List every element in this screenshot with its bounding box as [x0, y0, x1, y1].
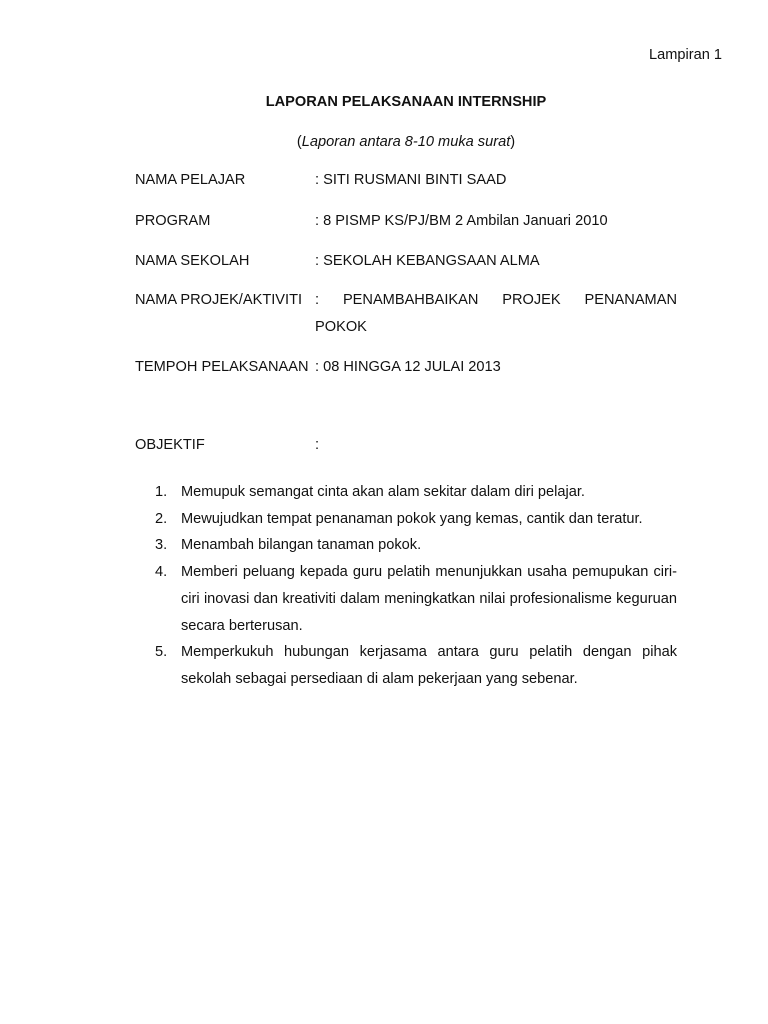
list-item-number: 3.	[155, 537, 168, 554]
list-item-text: Mewujudkan tempat penanaman pokok yang kemas, cantik dan teratur.	[181, 510, 643, 527]
report-subtitle	[0, 134, 768, 150]
field-value-nama-projek-line1: : PENAMBAHBAIKAN PROJEK PENANAMAN	[315, 292, 677, 308]
list-item-text: Memberi peluang kepada guru pelatih menunjukkan usaha pemupukan ciri-ciri inovasi dan kreativiti dalam meningkatkan nilai profesionalisme keguruan secara berterusan.	[181, 564, 677, 634]
subtitle-text: Laporan antara 8-10 muka surat	[301, 134, 511, 150]
list-item	[155, 532, 677, 559]
field-label-tempoh: TEMPOH PELAKSANAAN	[135, 359, 309, 375]
field-value-tempoh: : 08 HINGGA 12 JULAI 2013	[315, 359, 501, 375]
field-label-nama-projek: NAMA PROJEK/AKTIVITI	[135, 292, 303, 308]
field-label-nama-sekolah: NAMA SEKOLAH	[135, 253, 250, 269]
field-value-objektif: :	[315, 437, 320, 453]
field-value-nama-projek-line2: POKOK	[315, 319, 367, 335]
list-item-text: Memupuk semangat cinta akan alam sekitar dalam diri pelajar.	[181, 484, 585, 500]
subtitle-open-paren: (	[296, 134, 302, 150]
list-item	[155, 639, 677, 692]
subtitle-close-paren: )	[510, 134, 516, 150]
field-label-objektif: OBJEKTIF	[135, 437, 205, 453]
report-title: LAPORAN PELAKSANAAN INTERNSHIP	[265, 94, 547, 110]
list-item	[155, 506, 677, 533]
list-item	[155, 479, 677, 506]
objectives-list	[155, 479, 677, 693]
list-item	[155, 559, 677, 639]
list-item-number: 5.	[155, 644, 168, 661]
list-item-number: 2.	[155, 510, 168, 527]
list-item-number: 1.	[155, 484, 168, 500]
field-value-program: : 8 PISMP KS/PJ/BM 2 Ambilan Januari 2010	[315, 213, 608, 229]
list-item-text: Menambah bilangan tanaman pokok.	[181, 537, 422, 554]
attachment-label: Lampiran 1	[648, 47, 722, 63]
field-label-program: PROGRAM	[135, 213, 211, 229]
field-value-nama-pelajar: : SITI RUSMANI BINTI SAAD	[315, 172, 507, 188]
list-item-text: Memperkukuh hubungan kerjasama antara guru pelatih dengan pihak sekolah sebagai persediaan di alam pekerjaan yang sebenar.	[181, 644, 677, 687]
field-label-nama-pelajar: NAMA PELAJAR	[135, 172, 246, 188]
list-item-number: 4.	[155, 564, 168, 581]
field-value-nama-sekolah: : SEKOLAH KEBANGSAAN ALMA	[315, 253, 540, 269]
